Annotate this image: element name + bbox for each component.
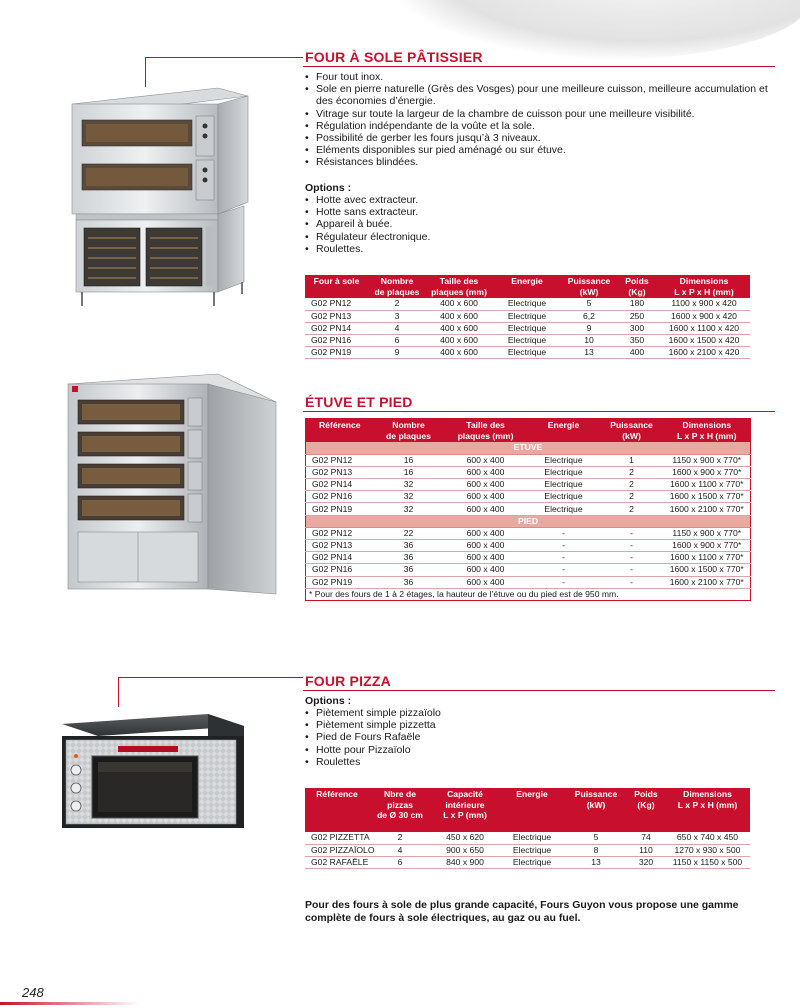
table-row (305, 844, 750, 856)
column-header-line: L x P x H (mm) (677, 430, 737, 441)
table-cell: 840 x 900 (431, 856, 499, 868)
table-cell: 1600 x 2100 x 420 (658, 347, 750, 359)
list-item: • Régulation indépendante de la voûte et la sole. (305, 120, 775, 132)
table-cell: 4 (369, 844, 431, 856)
section-title-pizza: FOUR PIZZA (305, 673, 391, 689)
list-item: • Hotte avec extracteur. (305, 194, 605, 206)
table-cell: Electrique (492, 310, 562, 322)
column-header-line: Four à sole (313, 276, 360, 286)
column-header-line (371, 821, 429, 832)
table-cell: G02 PN14 (306, 479, 374, 491)
table-cell: 2 (369, 832, 431, 844)
table-cell: 2 (600, 491, 664, 503)
table-cell: Electrique (528, 466, 600, 478)
table-cell: G02 PN13 (305, 310, 368, 322)
column-header (426, 275, 492, 298)
column-header (565, 788, 627, 832)
column-header-line: L x P (mm) (443, 810, 487, 820)
table-cell: 10 (562, 335, 616, 347)
table-cell: 1600 x 1100 x 770* (664, 552, 751, 564)
group-label: PIED (306, 515, 751, 527)
column-header-line (501, 810, 563, 821)
table-cell: 300 (616, 322, 658, 334)
column-header (305, 275, 368, 298)
options-list-pizza (305, 707, 605, 768)
column-header-line (494, 287, 560, 298)
list-item: • Sole en pierre naturelle (Grès des Vosges) pour une meilleure cuisson, meilleure accumulation et des économies d’énergie. (305, 83, 775, 107)
table-cell: 1270 x 930 x 500 (665, 844, 750, 856)
table-cell: 3 (368, 310, 426, 322)
table-cell: G02 PN16 (306, 564, 374, 576)
column-header-line: de plaques (374, 286, 420, 297)
column-header-line: Nbre de pizzas (384, 789, 416, 810)
column-header-line: plaques (mm) (431, 286, 487, 297)
table-cell: 1600 x 900 x 770* (664, 466, 751, 478)
column-header-line: (kW) (586, 799, 606, 810)
column-header-line: (kW) (579, 286, 599, 297)
column-header-line: Puissance (610, 420, 653, 430)
table-row (305, 298, 750, 310)
table-cell: 400 x 600 (426, 335, 492, 347)
table-cell: 9 (562, 322, 616, 334)
column-header-line: Taille des (466, 420, 505, 430)
table-cell: 600 x 400 (444, 479, 528, 491)
list-item: • Résistances blindées. (305, 156, 775, 168)
column-header-line: Dimensions (683, 789, 732, 799)
group-label: ETUVE (306, 442, 751, 454)
column-header (627, 788, 665, 832)
table-cell: G02 PIZZAÏOLO (305, 844, 369, 856)
proofer-and-stand-illustration (58, 372, 280, 604)
column-header-line: Nombre (392, 420, 425, 430)
table-cell: G02 PN19 (306, 503, 374, 515)
table-cell: Electrique (492, 298, 562, 310)
table-cell: 32 (374, 491, 444, 503)
column-header-line: Energie (511, 276, 543, 286)
list-item: • Four tout inox. (305, 71, 775, 83)
connector-line (145, 57, 303, 58)
column-header (600, 419, 664, 443)
table-cell: 13 (562, 347, 616, 359)
list-item: • Possibilité de gerber les fours jusqu’à 3 niveaux. (305, 132, 775, 144)
spec-table-etuve (305, 418, 751, 601)
list-item: • Hotte pour Pizzaïolo (305, 744, 605, 756)
table-cell: Electrique (528, 491, 600, 503)
table-cell: 1 (600, 454, 664, 466)
table-cell: 1600 x 2100 x 770* (664, 503, 751, 515)
table-cell: 900 x 650 (431, 844, 499, 856)
table-cell: 600 x 400 (444, 564, 528, 576)
table-row (306, 466, 751, 478)
table-cell: - (528, 576, 600, 588)
column-header (658, 275, 750, 298)
table-cell: 180 (616, 298, 658, 310)
table-cell: - (528, 564, 600, 576)
table-cell: G02 PN13 (306, 540, 374, 552)
table-cell: G02 PN13 (306, 466, 374, 478)
table-cell: 600 x 400 (444, 527, 528, 539)
title-underline (303, 66, 775, 67)
table-cell: 2 (600, 479, 664, 491)
column-header-line (307, 800, 367, 811)
column-header-line: Référence (316, 789, 358, 799)
table-cell: 6 (368, 335, 426, 347)
table-cell: 1600 x 1500 x 770* (664, 491, 751, 503)
table-cell: 5 (562, 298, 616, 310)
table-cell: G02 PN16 (305, 335, 368, 347)
column-header-line: Taille des (439, 276, 479, 286)
table-cell: G02 RAFAËLE (305, 856, 369, 868)
column-header (368, 275, 426, 298)
table-cell: 32 (374, 503, 444, 515)
spec-table-patissier (305, 275, 750, 359)
title-underline (303, 411, 775, 412)
table-cell: Electrique (499, 832, 565, 844)
column-header-line: Dimensions (679, 276, 729, 286)
column-header-line: intérieure (445, 799, 485, 810)
section-title-patissier: FOUR À SOLE PÂTISSIER (305, 49, 483, 65)
options-list-patissier (305, 194, 605, 255)
list-item: • Eléments disponibles sur pied aménagé ou sur étuve. (305, 144, 775, 156)
list-item: • Appareil à buée. (305, 218, 605, 230)
table-cell: Electrique (528, 454, 600, 466)
column-header (664, 419, 751, 443)
table-cell: 22 (374, 527, 444, 539)
table-cell: G02 PN12 (306, 527, 374, 539)
table-cell: 350 (616, 335, 658, 347)
table-cell: G02 PN19 (305, 347, 368, 359)
table-row (306, 527, 751, 539)
column-header-line (307, 287, 366, 298)
column-header (665, 788, 750, 832)
table-cell: Electrique (499, 844, 565, 856)
table-cell: Electrique (528, 503, 600, 515)
table-cell: 1600 x 1500 x 420 (658, 335, 750, 347)
table-cell: 74 (627, 832, 665, 844)
table-cell: 1600 x 2100 x 770* (664, 576, 751, 588)
column-header-line (567, 810, 625, 821)
table-cell: - (600, 576, 664, 588)
connector-line (118, 677, 119, 707)
column-header (306, 419, 374, 443)
connector-line (118, 677, 303, 678)
table-row (305, 347, 750, 359)
table-cell: G02 PN12 (306, 454, 374, 466)
table-row (306, 454, 751, 466)
table-cell: 13 (565, 856, 627, 868)
feature-list-patissier (305, 71, 775, 169)
column-header (492, 275, 562, 298)
table-cell: - (528, 540, 600, 552)
column-header-line: de Ø 30 cm (377, 810, 423, 820)
table-cell: 36 (374, 540, 444, 552)
table-cell: 400 x 600 (426, 322, 492, 334)
table-cell: 6,2 (562, 310, 616, 322)
list-item: • Roulettes. (305, 243, 605, 255)
table-cell: G02 PIZZETTA (305, 832, 369, 844)
table-cell: 600 x 400 (444, 503, 528, 515)
table-row (306, 576, 751, 588)
table-row (305, 322, 750, 334)
table-row (306, 503, 751, 515)
table-cell: 1150 x 900 x 770* (664, 454, 751, 466)
table-cell: 8 (565, 844, 627, 856)
column-header-line: (kW) (622, 430, 641, 441)
table-row (305, 832, 750, 844)
table-cell: 320 (627, 856, 665, 868)
column-header-line (629, 810, 663, 821)
table-cell: - (600, 527, 664, 539)
table-cell: 2 (600, 466, 664, 478)
column-header-line (667, 810, 748, 821)
table-cell: 400 x 600 (426, 310, 492, 322)
table-cell: 600 x 400 (444, 552, 528, 564)
column-header (431, 788, 499, 832)
connector-line (145, 57, 146, 87)
table-cell: 36 (374, 576, 444, 588)
column-header-line: Poids (625, 276, 649, 286)
table-cell: 1150 x 1150 x 500 (665, 856, 750, 868)
table-cell: 250 (616, 310, 658, 322)
table-cell: 600 x 400 (444, 466, 528, 478)
table-footnote-row (306, 588, 751, 600)
column-header-line (307, 810, 367, 821)
list-item: • Piètement simple pizzetta (305, 719, 605, 731)
table-row (305, 310, 750, 322)
column-header-line (308, 431, 372, 442)
title-underline (303, 690, 775, 691)
table-cell: 1150 x 900 x 770* (664, 527, 751, 539)
table-cell: 4 (368, 322, 426, 334)
column-header-line: Poids (634, 789, 658, 799)
table-cell: 110 (627, 844, 665, 856)
table-row (306, 552, 751, 564)
options-label-patissier: Options : (305, 182, 352, 194)
table-cell: 16 (374, 454, 444, 466)
column-header-line: L x P x H (mm) (677, 799, 738, 810)
table-cell: 32 (374, 479, 444, 491)
table-cell: Electrique (492, 335, 562, 347)
column-header-line: Référence (318, 420, 361, 430)
options-label-pizza: Options : (305, 695, 352, 707)
table-cell: - (600, 540, 664, 552)
column-header-line: (Kg) (637, 799, 655, 810)
table-cell: 600 x 400 (444, 540, 528, 552)
table-cell: 2 (368, 298, 426, 310)
table-cell: 16 (374, 466, 444, 478)
table-row (305, 856, 750, 868)
list-item: • Vitrage sur toute la largeur de la chambre de cuisson pour une meilleure visibilité. (305, 108, 775, 120)
table-cell: 1600 x 1500 x 770* (664, 564, 751, 576)
pastry-deck-oven-illustration (58, 86, 256, 308)
list-item: • Roulettes (305, 756, 605, 768)
column-header-line (501, 800, 563, 811)
column-header (528, 419, 600, 443)
table-cell: 600 x 400 (444, 454, 528, 466)
column-header-line: L x P x H (mm) (674, 286, 734, 297)
table-cell: G02 PN19 (306, 576, 374, 588)
column-header-line (530, 431, 598, 442)
table-cell: Electrique (528, 479, 600, 491)
column-header (616, 275, 658, 298)
table-cell: G02 PN14 (305, 322, 368, 334)
table-cell: 1100 x 900 x 420 (658, 298, 750, 310)
table-group-header (306, 515, 751, 527)
column-header (374, 419, 444, 443)
table-cell: 9 (368, 347, 426, 359)
table-row (306, 540, 751, 552)
column-header (562, 275, 616, 298)
table-cell: - (600, 564, 664, 576)
list-item: • Hotte sans extracteur. (305, 206, 605, 218)
table-cell: - (600, 552, 664, 564)
table-row (306, 479, 751, 491)
table-cell: 1600 x 900 x 770* (664, 540, 751, 552)
column-header-line: de plaques (386, 430, 431, 441)
table-cell: 2 (600, 503, 664, 515)
table-cell: 450 x 620 (431, 832, 499, 844)
table-cell: 36 (374, 552, 444, 564)
table-cell: 400 x 600 (426, 347, 492, 359)
column-header-line: Nombre (380, 276, 414, 286)
table-cell: 1600 x 1100 x 420 (658, 322, 750, 334)
table-cell: - (528, 552, 600, 564)
table-cell: G02 PN12 (305, 298, 368, 310)
table-cell: Electrique (492, 322, 562, 334)
pizza-oven-illustration (58, 712, 248, 834)
table-cell: - (528, 527, 600, 539)
column-header-line: Puissance (567, 276, 611, 286)
table-cell: 600 x 400 (444, 576, 528, 588)
promo-text: Pour des fours à sole de plus grande capacité, Fours Guyon vous propose une gamme complète de fours à sole électriques, au gaz ou au fuel. (305, 899, 739, 924)
table-cell: Electrique (499, 856, 565, 868)
column-header-line: plaques (mm) (457, 430, 514, 441)
table-cell: G02 PN14 (306, 552, 374, 564)
table-cell: 5 (565, 832, 627, 844)
table-cell: 600 x 400 (444, 491, 528, 503)
list-item: • Régulateur électronique. (305, 231, 605, 243)
table-cell: 400 x 600 (426, 298, 492, 310)
table-group-header (306, 442, 751, 454)
table-cell: G02 PN16 (306, 491, 374, 503)
column-header-line: Capacité (447, 789, 483, 799)
column-header (444, 419, 528, 443)
column-header-line: (Kg) (628, 286, 646, 297)
table-footnote: * Pour des fours de 1 à 2 étages, la hauteur de l’étuve ou du pied est de 950 mm. (309, 588, 619, 599)
spec-table-pizza (305, 788, 750, 869)
column-header-line: Puissance (574, 789, 618, 799)
table-cell: 1600 x 1100 x 770* (664, 479, 751, 491)
table-row (305, 335, 750, 347)
list-item: • Pied de Fours Rafaële (305, 731, 605, 743)
column-header (369, 788, 431, 832)
table-cell: 6 (369, 856, 431, 868)
column-header (499, 788, 565, 832)
table-cell: Electrique (492, 347, 562, 359)
section-title-etuve: ÉTUVE ET PIED (305, 394, 413, 410)
column-header-line: Energie (547, 420, 580, 430)
page-number: 248 (22, 985, 44, 1000)
page-number-bar (0, 1002, 140, 1005)
table-cell: 1600 x 900 x 420 (658, 310, 750, 322)
table-row (306, 564, 751, 576)
table-cell: 650 x 740 x 450 (665, 832, 750, 844)
list-item: • Piètement simple pizzaïolo (305, 707, 605, 719)
table-row (306, 491, 751, 503)
column-header (305, 788, 369, 832)
column-header-line: Dimensions (682, 420, 732, 430)
column-header-line: Energie (516, 789, 548, 799)
table-cell: 400 (616, 347, 658, 359)
table-cell: 36 (374, 564, 444, 576)
